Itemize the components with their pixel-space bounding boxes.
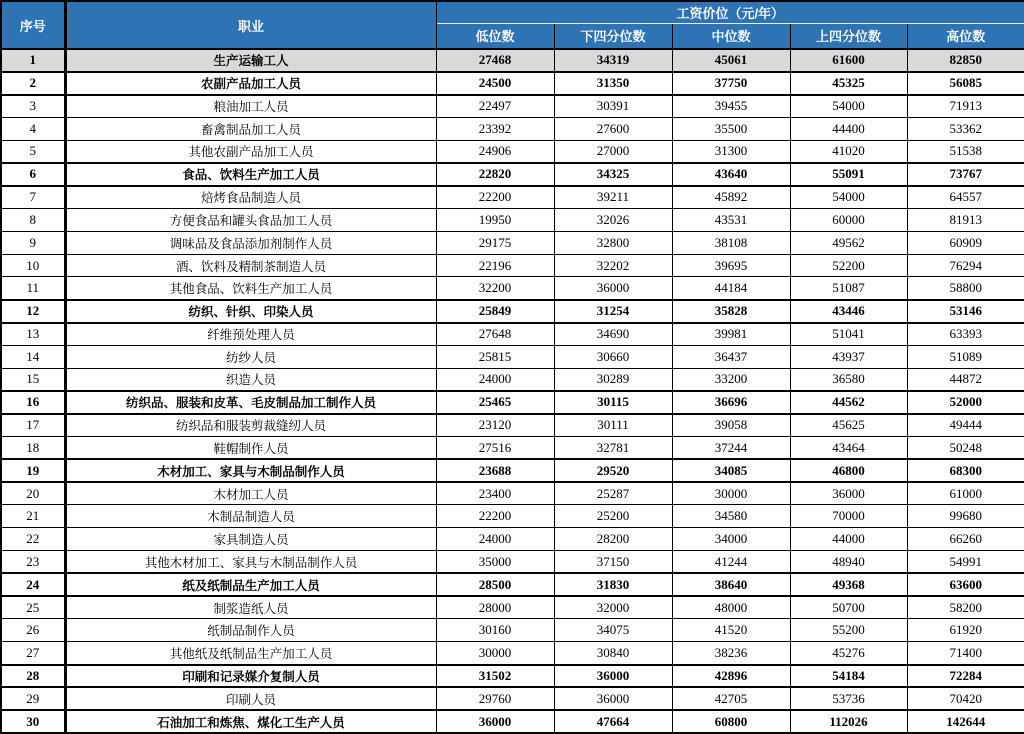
wage-value: 31350 (554, 72, 672, 95)
occupation-name: 织造人员 (65, 368, 436, 391)
row-index: 6 (1, 163, 65, 186)
row-index: 12 (1, 300, 65, 323)
table-row (1, 323, 1024, 346)
wage-value: 70000 (790, 505, 907, 528)
occupation-name: 其他食品、饮料生产加工人员 (65, 277, 436, 300)
wage-value: 37150 (554, 551, 672, 574)
occupation-name: 食品、饮料生产加工人员 (65, 163, 436, 186)
row-index: 11 (1, 277, 65, 300)
wage-value: 31300 (672, 140, 790, 163)
occupation-name: 粮油加工人员 (65, 95, 436, 118)
occupation-name: 纸制品制作人员 (65, 619, 436, 642)
wage-value: 34000 (672, 528, 790, 551)
col-header-lower-quartile: 下四分位数 (554, 23, 672, 49)
table-row (1, 277, 1024, 300)
row-index: 25 (1, 596, 65, 619)
wage-value: 60800 (672, 710, 790, 733)
wage-value: 22200 (436, 505, 554, 528)
wage-value: 28000 (436, 596, 554, 619)
wage-value: 31830 (554, 573, 672, 596)
wage-value: 48940 (790, 551, 907, 574)
wage-value: 68300 (907, 459, 1024, 482)
wage-value: 36000 (790, 482, 907, 505)
wage-value: 61600 (790, 49, 907, 72)
wage-value: 56085 (907, 72, 1024, 95)
occupation-name: 酒、饮料及精制茶制造人员 (65, 254, 436, 277)
wage-value: 54184 (790, 665, 907, 688)
table-row (1, 482, 1024, 505)
row-index: 7 (1, 186, 65, 209)
row-index: 19 (1, 459, 65, 482)
wage-value: 66260 (907, 528, 1024, 551)
row-index: 13 (1, 323, 65, 346)
wage-value: 19950 (436, 209, 554, 232)
occupation-name: 其他农副产品加工人员 (65, 140, 436, 163)
table-row (1, 687, 1024, 710)
wage-value: 24906 (436, 140, 554, 163)
wage-value: 27516 (436, 437, 554, 460)
wage-value: 27468 (436, 49, 554, 72)
table-row (1, 163, 1024, 186)
occupation-name: 纸及纸制品生产加工人员 (65, 573, 436, 596)
occupation-name: 家具制造人员 (65, 528, 436, 551)
wage-value: 43640 (672, 163, 790, 186)
row-index: 4 (1, 117, 65, 140)
table-row (1, 665, 1024, 688)
wage-value: 45061 (672, 49, 790, 72)
occupation-name: 纤维预处理人员 (65, 323, 436, 346)
table-row (1, 414, 1024, 437)
wage-value: 51041 (790, 323, 907, 346)
wage-value: 142644 (907, 710, 1024, 733)
table-row (1, 345, 1024, 368)
wage-value: 28500 (436, 573, 554, 596)
wage-value: 39058 (672, 414, 790, 437)
table-row (1, 231, 1024, 254)
table-row (1, 140, 1024, 163)
wage-value: 35000 (436, 551, 554, 574)
wage-value: 29175 (436, 231, 554, 254)
wage-value: 32026 (554, 209, 672, 232)
occupation-name: 纺织品、服装和皮革、毛皮制品加工制作人员 (65, 391, 436, 414)
wage-value: 38236 (672, 642, 790, 665)
row-index: 16 (1, 391, 65, 414)
occupation-name: 木材加工人员 (65, 482, 436, 505)
row-index: 10 (1, 254, 65, 277)
row-index: 28 (1, 665, 65, 688)
table-row (1, 49, 1024, 72)
occupation-name: 其他纸及纸制品生产加工人员 (65, 642, 436, 665)
wage-value: 44184 (672, 277, 790, 300)
occupation-name: 制浆造纸人员 (65, 596, 436, 619)
row-index: 1 (1, 49, 65, 72)
wage-value: 30289 (554, 368, 672, 391)
table-row (1, 300, 1024, 323)
wage-value: 58800 (907, 277, 1024, 300)
col-header-upper-quartile: 上四分位数 (790, 23, 907, 49)
occupation-name: 调味品及食品添加剂制作人员 (65, 231, 436, 254)
occupation-name: 纺纱人员 (65, 345, 436, 368)
wage-value: 42896 (672, 665, 790, 688)
wage-value: 42705 (672, 687, 790, 710)
table-row (1, 710, 1024, 733)
wage-value: 43446 (790, 300, 907, 323)
row-index: 18 (1, 437, 65, 460)
wage-value: 60909 (907, 231, 1024, 254)
wage-value: 54000 (790, 95, 907, 118)
wage-value: 82850 (907, 49, 1024, 72)
wage-value: 29760 (436, 687, 554, 710)
wage-value: 39455 (672, 95, 790, 118)
occupation-name: 木制品制造人员 (65, 505, 436, 528)
row-index: 22 (1, 528, 65, 551)
wage-value: 71400 (907, 642, 1024, 665)
row-index: 30 (1, 710, 65, 733)
wage-value: 64557 (907, 186, 1024, 209)
occupation-name: 方便食品和罐头食品加工人员 (65, 209, 436, 232)
wage-value: 36000 (554, 665, 672, 688)
table-row (1, 642, 1024, 665)
wage-value: 36000 (554, 277, 672, 300)
occupation-name: 石油加工和炼焦、煤化工生产人员 (65, 710, 436, 733)
occupation-name: 鞋帽制作人员 (65, 437, 436, 460)
table-row (1, 391, 1024, 414)
wage-value: 48000 (672, 596, 790, 619)
wage-value: 30660 (554, 345, 672, 368)
wage-value: 112026 (790, 710, 907, 733)
table-row (1, 573, 1024, 596)
wage-value: 25287 (554, 482, 672, 505)
occupation-name: 印刷和记录媒介复制人员 (65, 665, 436, 688)
wage-value: 30000 (672, 482, 790, 505)
wage-value: 30391 (554, 95, 672, 118)
col-header-occupation: 职业 (65, 1, 436, 49)
table-row (1, 596, 1024, 619)
table-row (1, 437, 1024, 460)
wage-value: 34319 (554, 49, 672, 72)
row-index: 23 (1, 551, 65, 574)
wage-value: 41244 (672, 551, 790, 574)
wage-value: 45892 (672, 186, 790, 209)
table-row (1, 459, 1024, 482)
wage-value: 23688 (436, 459, 554, 482)
wage-value: 32000 (554, 596, 672, 619)
wage-value: 22497 (436, 95, 554, 118)
wage-value: 34325 (554, 163, 672, 186)
table-row (1, 505, 1024, 528)
occupation-name: 农副产品加工人员 (65, 72, 436, 95)
wage-value: 39981 (672, 323, 790, 346)
wage-value: 32781 (554, 437, 672, 460)
wage-value: 60000 (790, 209, 907, 232)
wage-value: 44400 (790, 117, 907, 140)
occupation-name: 其他木材加工、家具与木制品制作人员 (65, 551, 436, 574)
wage-value: 76294 (907, 254, 1024, 277)
wage-value: 32200 (436, 277, 554, 300)
occupation-name: 纺织品和服装剪裁缝纫人员 (65, 414, 436, 437)
col-header-wage-group: 工资价位（元/年） (436, 1, 1024, 23)
wage-value: 37244 (672, 437, 790, 460)
wage-value: 29520 (554, 459, 672, 482)
occupation-name: 纺织、针织、印染人员 (65, 300, 436, 323)
wage-value: 43937 (790, 345, 907, 368)
occupation-name: 印刷人员 (65, 687, 436, 710)
wage-value: 53362 (907, 117, 1024, 140)
wage-value: 63393 (907, 323, 1024, 346)
wage-value: 34085 (672, 459, 790, 482)
wage-value: 61000 (907, 482, 1024, 505)
wage-value: 30840 (554, 642, 672, 665)
wage-value: 61920 (907, 619, 1024, 642)
wage-value: 47664 (554, 710, 672, 733)
occupation-name: 生产运输工人 (65, 49, 436, 72)
wage-value: 25200 (554, 505, 672, 528)
row-index: 9 (1, 231, 65, 254)
table-row (1, 368, 1024, 391)
wage-value: 99680 (907, 505, 1024, 528)
wage-value: 44000 (790, 528, 907, 551)
wage-value: 22820 (436, 163, 554, 186)
wage-value: 50700 (790, 596, 907, 619)
row-index: 21 (1, 505, 65, 528)
wage-value: 22196 (436, 254, 554, 277)
wage-value: 53736 (790, 687, 907, 710)
table-row (1, 209, 1024, 232)
table-body (1, 49, 1024, 733)
wage-value: 53146 (907, 300, 1024, 323)
wage-value: 38108 (672, 231, 790, 254)
table-row (1, 95, 1024, 118)
wage-value: 24000 (436, 528, 554, 551)
col-header-low: 低位数 (436, 23, 554, 49)
wage-value: 63600 (907, 573, 1024, 596)
occupation-name: 畜禽制品加工人员 (65, 117, 436, 140)
wage-value: 31502 (436, 665, 554, 688)
row-index: 8 (1, 209, 65, 232)
wage-value: 38640 (672, 573, 790, 596)
wage-value: 52000 (907, 391, 1024, 414)
wage-value: 35500 (672, 117, 790, 140)
wage-value: 33200 (672, 368, 790, 391)
wage-value: 36437 (672, 345, 790, 368)
wage-value: 71913 (907, 95, 1024, 118)
wage-value: 35828 (672, 300, 790, 323)
wage-value: 41520 (672, 619, 790, 642)
table-row (1, 72, 1024, 95)
wage-value: 43531 (672, 209, 790, 232)
wage-value: 51089 (907, 345, 1024, 368)
wage-value: 37750 (672, 72, 790, 95)
table-row (1, 254, 1024, 277)
wage-value: 30000 (436, 642, 554, 665)
wage-value: 39695 (672, 254, 790, 277)
wage-value: 34690 (554, 323, 672, 346)
wage-value: 49444 (907, 414, 1024, 437)
wage-value: 73767 (907, 163, 1024, 186)
row-index: 14 (1, 345, 65, 368)
table-row (1, 619, 1024, 642)
wage-value: 58200 (907, 596, 1024, 619)
wage-value: 54991 (907, 551, 1024, 574)
row-index: 2 (1, 72, 65, 95)
wage-value: 27600 (554, 117, 672, 140)
row-index: 3 (1, 95, 65, 118)
row-index: 17 (1, 414, 65, 437)
wage-value: 45325 (790, 72, 907, 95)
table-header (1, 1, 1024, 49)
wage-value: 30115 (554, 391, 672, 414)
wage-value: 30160 (436, 619, 554, 642)
wage-value: 39211 (554, 186, 672, 209)
wage-value: 36696 (672, 391, 790, 414)
wage-value: 51538 (907, 140, 1024, 163)
row-index: 26 (1, 619, 65, 642)
occupation-name: 木材加工、家具与木制品制作人员 (65, 459, 436, 482)
wage-value: 25815 (436, 345, 554, 368)
wage-value: 36000 (554, 687, 672, 710)
wage-value: 44872 (907, 368, 1024, 391)
wage-value: 70420 (907, 687, 1024, 710)
wage-value: 50248 (907, 437, 1024, 460)
col-header-high: 高位数 (907, 23, 1024, 49)
wage-value: 49368 (790, 573, 907, 596)
wage-value: 23392 (436, 117, 554, 140)
row-index: 29 (1, 687, 65, 710)
table-row (1, 117, 1024, 140)
wage-value: 24000 (436, 368, 554, 391)
table-row (1, 528, 1024, 551)
wage-value: 23400 (436, 482, 554, 505)
wage-value: 52200 (790, 254, 907, 277)
wage-value: 43464 (790, 437, 907, 460)
row-index: 24 (1, 573, 65, 596)
row-index: 27 (1, 642, 65, 665)
wage-value: 27648 (436, 323, 554, 346)
wage-value: 31254 (554, 300, 672, 323)
wage-value: 32202 (554, 254, 672, 277)
header-group-row (1, 1, 1024, 23)
wage-value: 30111 (554, 414, 672, 437)
wage-value: 27000 (554, 140, 672, 163)
wage-value: 36000 (436, 710, 554, 733)
wage-value: 34580 (672, 505, 790, 528)
wage-value: 28200 (554, 528, 672, 551)
col-header-median: 中位数 (672, 23, 790, 49)
row-index: 5 (1, 140, 65, 163)
wage-value: 36580 (790, 368, 907, 391)
wage-value: 25465 (436, 391, 554, 414)
wage-value: 41020 (790, 140, 907, 163)
wage-value: 25849 (436, 300, 554, 323)
wage-value: 45276 (790, 642, 907, 665)
row-index: 20 (1, 482, 65, 505)
wage-value: 44562 (790, 391, 907, 414)
occupation-name: 焙烤食品制造人员 (65, 186, 436, 209)
wage-value: 45625 (790, 414, 907, 437)
table-row (1, 551, 1024, 574)
wage-value: 51087 (790, 277, 907, 300)
wage-value: 46800 (790, 459, 907, 482)
table-row (1, 186, 1024, 209)
wage-value: 32800 (554, 231, 672, 254)
wage-value: 81913 (907, 209, 1024, 232)
wage-value: 23120 (436, 414, 554, 437)
wage-value: 49562 (790, 231, 907, 254)
row-index: 15 (1, 368, 65, 391)
col-header-index: 序号 (1, 1, 65, 49)
wage-value: 22200 (436, 186, 554, 209)
wage-value: 55200 (790, 619, 907, 642)
wage-value: 24500 (436, 72, 554, 95)
wage-value: 72284 (907, 665, 1024, 688)
wage-value: 54000 (790, 186, 907, 209)
wage-value: 55091 (790, 163, 907, 186)
wage-value: 34075 (554, 619, 672, 642)
